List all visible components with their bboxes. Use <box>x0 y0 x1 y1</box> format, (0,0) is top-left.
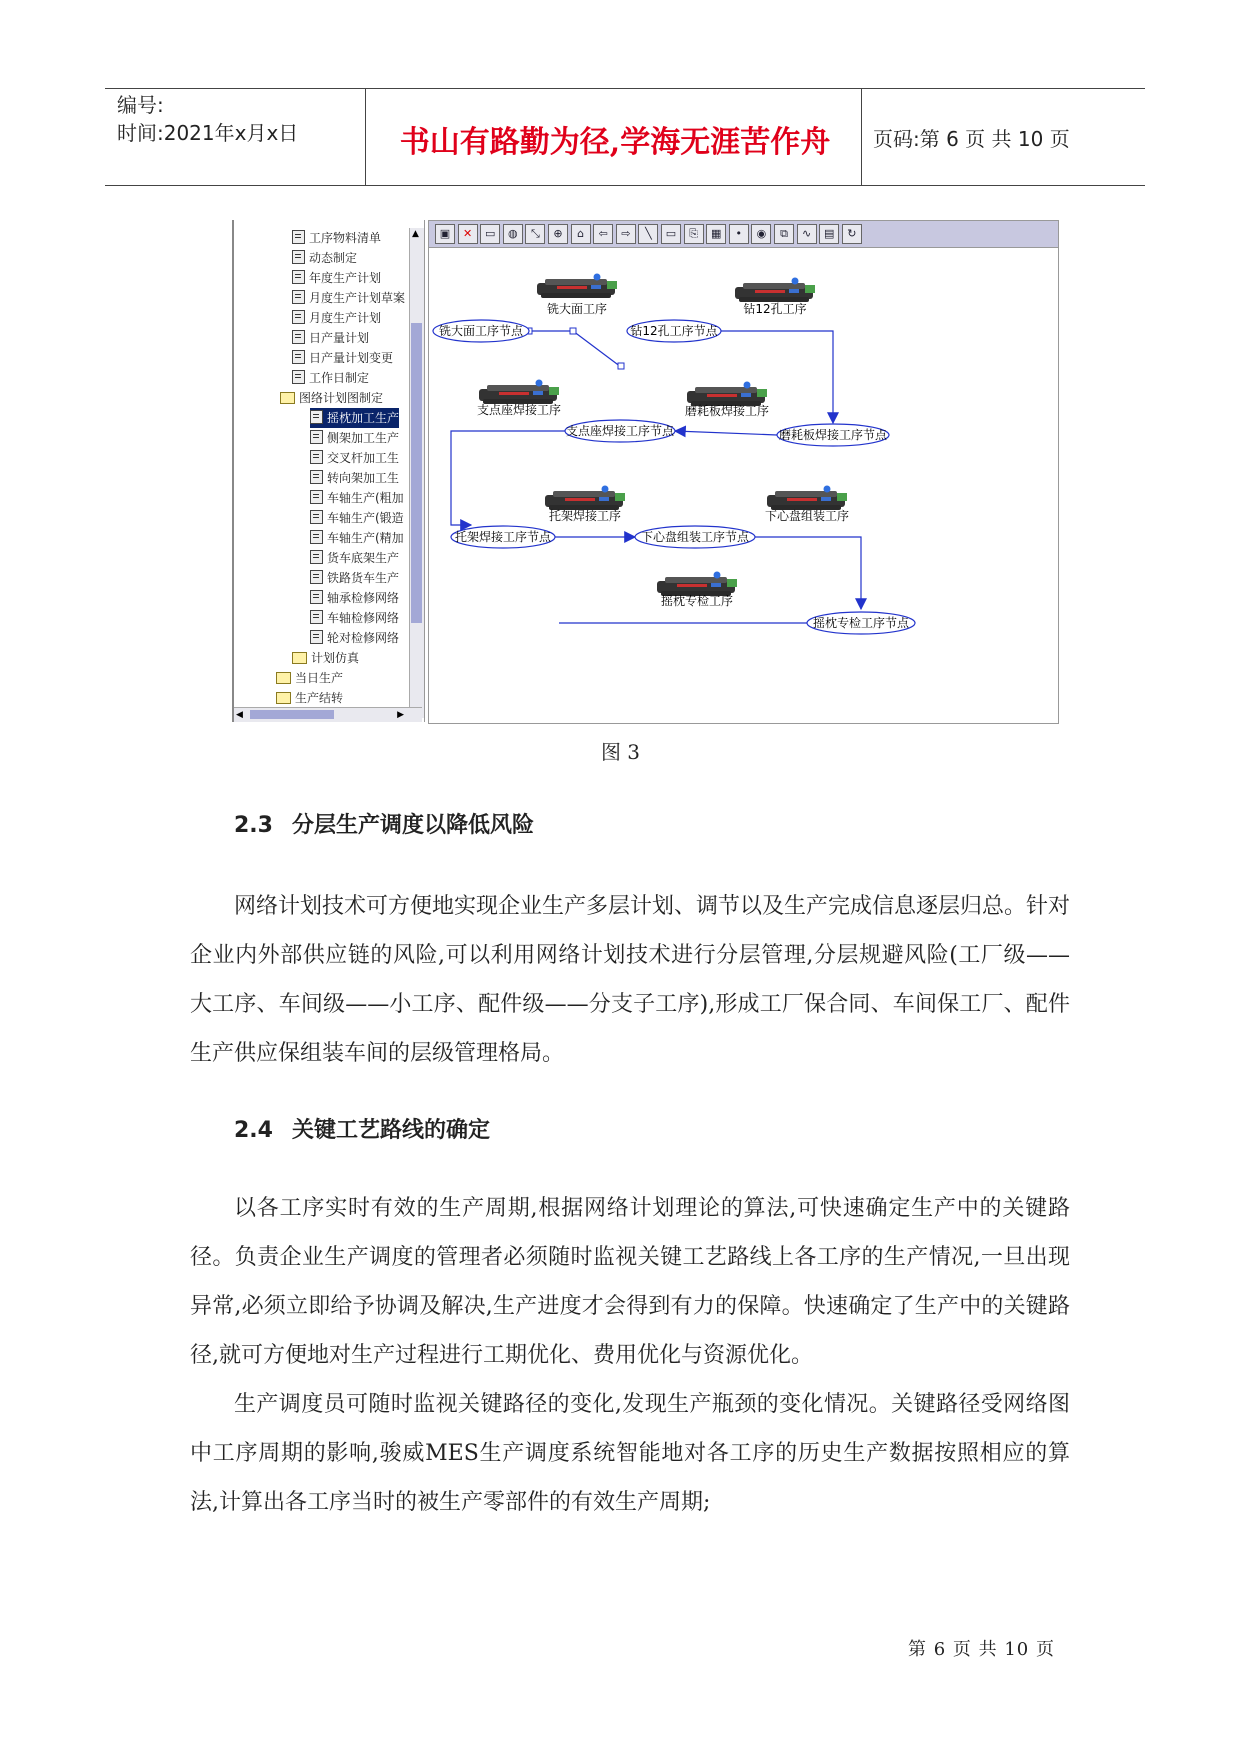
process-label: 支点座焊接工序 <box>476 403 562 417</box>
section-body <box>190 882 1070 1078</box>
process-label: 钻12孔工序 <box>743 302 807 316</box>
tree-item[interactable] <box>292 308 381 328</box>
figure-caption: 图 3 <box>600 740 641 764</box>
tree-item[interactable] <box>310 408 399 428</box>
process-icon <box>537 274 617 299</box>
process-icon <box>479 380 559 405</box>
rectangle-icon[interactable]: ▭ <box>480 224 500 244</box>
scroll-up-icon[interactable]: ▲ <box>412 229 419 239</box>
tree-item-label: 月度生产计划 <box>309 311 382 325</box>
doc-icon <box>292 270 305 284</box>
tree-item-label: 日产量计划 <box>309 331 370 345</box>
scroll-left-icon[interactable]: ◀ <box>236 710 243 720</box>
tree-item[interactable] <box>310 428 399 448</box>
doc-icon <box>292 230 305 244</box>
node-label: 托架焊接工序节点 <box>454 530 552 544</box>
doc-icon <box>310 630 323 644</box>
node-label: 支点座焊接工序节点 <box>565 424 675 438</box>
tree-item-label: 车轴生产(锻造 <box>327 511 404 525</box>
folder-icon <box>292 652 307 664</box>
tree-item-label: 交叉杆加工生 <box>327 451 400 465</box>
tree-item-label: 计划仿真 <box>311 651 360 665</box>
process-label: 摇枕专检工序 <box>660 594 734 608</box>
paragraph: 网络计划技术可方便地实现企业生产多层计划、调节以及生产完成信息逐层归总。针对企业内外部供应链的风险,可以利用网络计划技术进行分层管理,分层规避风险(工厂级——大工序、车间级——小工序、配件级——分支子工序),形成工厂保合同、车间保工厂、配件生产供应保组装车间的层级管理格局。 <box>190 894 1071 1066</box>
tree-item-label: 工作日制定 <box>309 371 370 385</box>
connector-lines <box>451 331 861 623</box>
delete-icon[interactable]: ✕ <box>458 224 478 244</box>
network-diagram <box>429 247 1058 723</box>
arrow-left-icon[interactable]: ⇦ <box>593 224 613 244</box>
header-divider <box>365 89 366 185</box>
doc-icon <box>310 490 323 504</box>
export-icon[interactable]: ⎘ <box>684 224 704 244</box>
grid-icon[interactable]: ▦ <box>706 224 726 244</box>
tree-item[interactable] <box>276 668 343 688</box>
globe-icon[interactable]: ◍ <box>503 224 523 244</box>
doc-icon <box>310 410 323 424</box>
process-icon <box>545 486 625 511</box>
node-label: 铣大面工序节点 <box>438 324 524 338</box>
tree-item-label: 动态制定 <box>309 251 358 265</box>
page-header <box>105 88 1145 186</box>
tree-item[interactable] <box>310 488 404 508</box>
doc-icon <box>292 370 305 384</box>
process-label: 托架焊接工序 <box>548 509 622 523</box>
horizontal-scrollbar[interactable] <box>234 707 422 722</box>
doc-icon <box>310 590 323 604</box>
save-icon[interactable]: ▣ <box>435 224 455 244</box>
tree-item[interactable] <box>310 528 404 548</box>
process-label: 铣大面工序 <box>546 302 608 316</box>
tree-item-label: 日产量计划变更 <box>309 351 394 365</box>
dot-icon[interactable]: • <box>729 224 749 244</box>
tree-item-label: 工序物料清单 <box>309 231 382 245</box>
wave-icon[interactable]: ∿ <box>797 224 817 244</box>
paragraph: 以各工序实时有效的生产周期,根据网络计划理论的算法,可快速确定生产中的关键路径。负责企业生产调度的管理者必须随时监视关键工艺路线上各工序的生产情况,一旦出现异常,必须立即给予协调及解决,生产进度才会得到有力的保障。快速确定了生产中的关键路径,就可方便地对生产过程进行工期优化、费用优化与资源优化。 <box>190 1196 1070 1368</box>
tree-item-label: 生产结转 <box>295 691 344 705</box>
tree-item-label: 摇枕加工生产 <box>327 411 400 425</box>
tree-item[interactable] <box>292 368 369 388</box>
scrollbar-thumb[interactable] <box>250 710 334 719</box>
radio-icon[interactable]: ◉ <box>751 224 771 244</box>
header-divider <box>861 89 862 185</box>
tree-item-label: 铁路货车生产 <box>327 571 400 585</box>
tree-item-label: 货车底架生产 <box>327 551 400 565</box>
target-icon[interactable]: ⊕ <box>548 224 568 244</box>
doc-icon <box>310 430 323 444</box>
copy-icon[interactable]: ⧉ <box>774 224 794 244</box>
arrow-right-icon[interactable]: ⇨ <box>616 224 636 244</box>
tree-item[interactable] <box>276 688 343 708</box>
section-heading <box>234 808 534 839</box>
tree-item[interactable] <box>292 348 393 368</box>
doc-icon <box>310 450 323 464</box>
doc-icon <box>292 330 305 344</box>
doc-icon <box>292 350 305 364</box>
doc-icon <box>292 290 305 304</box>
doc-icon <box>310 570 323 584</box>
node-label: 摇枕专检工序节点 <box>812 616 910 630</box>
tree-item-label: 车轴检修网络 <box>327 611 400 625</box>
process-icon <box>735 278 815 303</box>
tree-panel <box>232 220 425 722</box>
line-icon[interactable]: ╲ <box>638 224 658 244</box>
tree-item[interactable] <box>310 568 399 588</box>
section-body <box>190 1184 1070 1527</box>
figure-screenshot <box>232 220 1057 722</box>
doc-icon <box>310 530 323 544</box>
folder-icon <box>280 392 295 404</box>
page-footer: 第 6 页 共 10 页 <box>908 1639 1055 1660</box>
tree-item[interactable] <box>310 608 399 628</box>
tree-item-label: 图络计划图制定 <box>299 391 384 405</box>
header-meta <box>117 91 298 147</box>
tree-item-label: 年度生产计划 <box>309 271 382 285</box>
tree-item[interactable] <box>292 248 357 268</box>
tree-item[interactable] <box>310 448 399 468</box>
tree-item[interactable] <box>310 588 399 608</box>
process-label: 磨耗板焊接工序 <box>684 404 770 418</box>
process-label: 下心盘组装工序 <box>764 509 850 523</box>
tree-item[interactable] <box>310 628 399 648</box>
process-icon <box>687 382 767 407</box>
process-icon <box>767 486 847 511</box>
tree-item-label: 车轴生产(粗加 <box>327 491 404 505</box>
folder-icon <box>276 692 291 704</box>
tree-item[interactable] <box>292 228 381 248</box>
doc-icon <box>310 470 323 484</box>
diagram-toolbar <box>429 221 1058 248</box>
tree-item-label: 车轴生产(精加 <box>327 531 404 545</box>
tree-item-label: 当日生产 <box>295 671 344 685</box>
tree-item[interactable] <box>280 388 383 408</box>
tree-item[interactable] <box>292 268 381 288</box>
scroll-right-icon[interactable]: ▶ <box>397 710 404 720</box>
refresh-icon[interactable]: ↻ <box>842 224 862 244</box>
header-motto: 书山有路勤为径,学海无涯苦作舟 <box>399 125 831 160</box>
tree-item-label: 月度生产计划草案 <box>309 291 406 305</box>
section-title: 关键工艺路线的确定 <box>292 1118 491 1143</box>
tree-item[interactable] <box>292 648 359 668</box>
paragraph: 生产调度员可随时监视关键路径的变化,发现生产瓶颈的变化情况。关键路径受网络图中工序周期的影响,骏威MES生产调度系统智能地对各工序的历史生产数据按照相应的算法,计算出各工序当时的被生产零部件的有效生产周期; <box>190 1392 1070 1515</box>
tree-item[interactable] <box>310 548 399 568</box>
section-heading <box>234 1113 490 1144</box>
doc-icon <box>292 250 305 264</box>
vertical-scrollbar[interactable] <box>409 228 424 718</box>
tree-item[interactable] <box>310 508 404 528</box>
connect-icon[interactable]: ⤡ <box>525 224 545 244</box>
section-number: 2.3 <box>234 813 273 838</box>
node-label: 磨耗板焊接工序节点 <box>778 428 888 442</box>
tree-item[interactable] <box>310 468 399 488</box>
process-icon <box>657 572 737 597</box>
tree-item[interactable] <box>292 328 369 348</box>
network-diagram-canvas[interactable] <box>428 220 1059 724</box>
doc-icon <box>310 510 323 524</box>
header-page-number: 页码:第 6 页 共 10 页 <box>873 127 1070 151</box>
node-label: 钻12孔工序节点 <box>630 324 718 338</box>
folder-icon <box>276 672 291 684</box>
tree-item-label: 转向架加工生 <box>327 471 400 485</box>
tree-item-label: 轮对检修网络 <box>327 631 400 645</box>
monitor-icon[interactable]: ▭ <box>661 224 681 244</box>
doc-icon <box>310 550 323 564</box>
tree-item-label: 侧架加工生产 <box>327 431 400 445</box>
home-icon[interactable]: ⌂ <box>571 224 591 244</box>
table-icon[interactable]: ▤ <box>819 224 839 244</box>
document-time: 时间:2021年x月x日 <box>117 121 299 145</box>
document-number: 编号: <box>117 93 164 117</box>
doc-icon <box>310 610 323 624</box>
scrollbar-thumb[interactable] <box>411 323 422 623</box>
tree-item[interactable] <box>292 288 405 308</box>
section-number: 2.4 <box>234 1118 273 1143</box>
section-title: 分层生产调度以降低风险 <box>292 813 535 838</box>
node-label: 下心盘组装工序节点 <box>640 530 750 544</box>
tree-item-label: 轴承检修网络 <box>327 591 400 605</box>
doc-icon <box>292 310 305 324</box>
